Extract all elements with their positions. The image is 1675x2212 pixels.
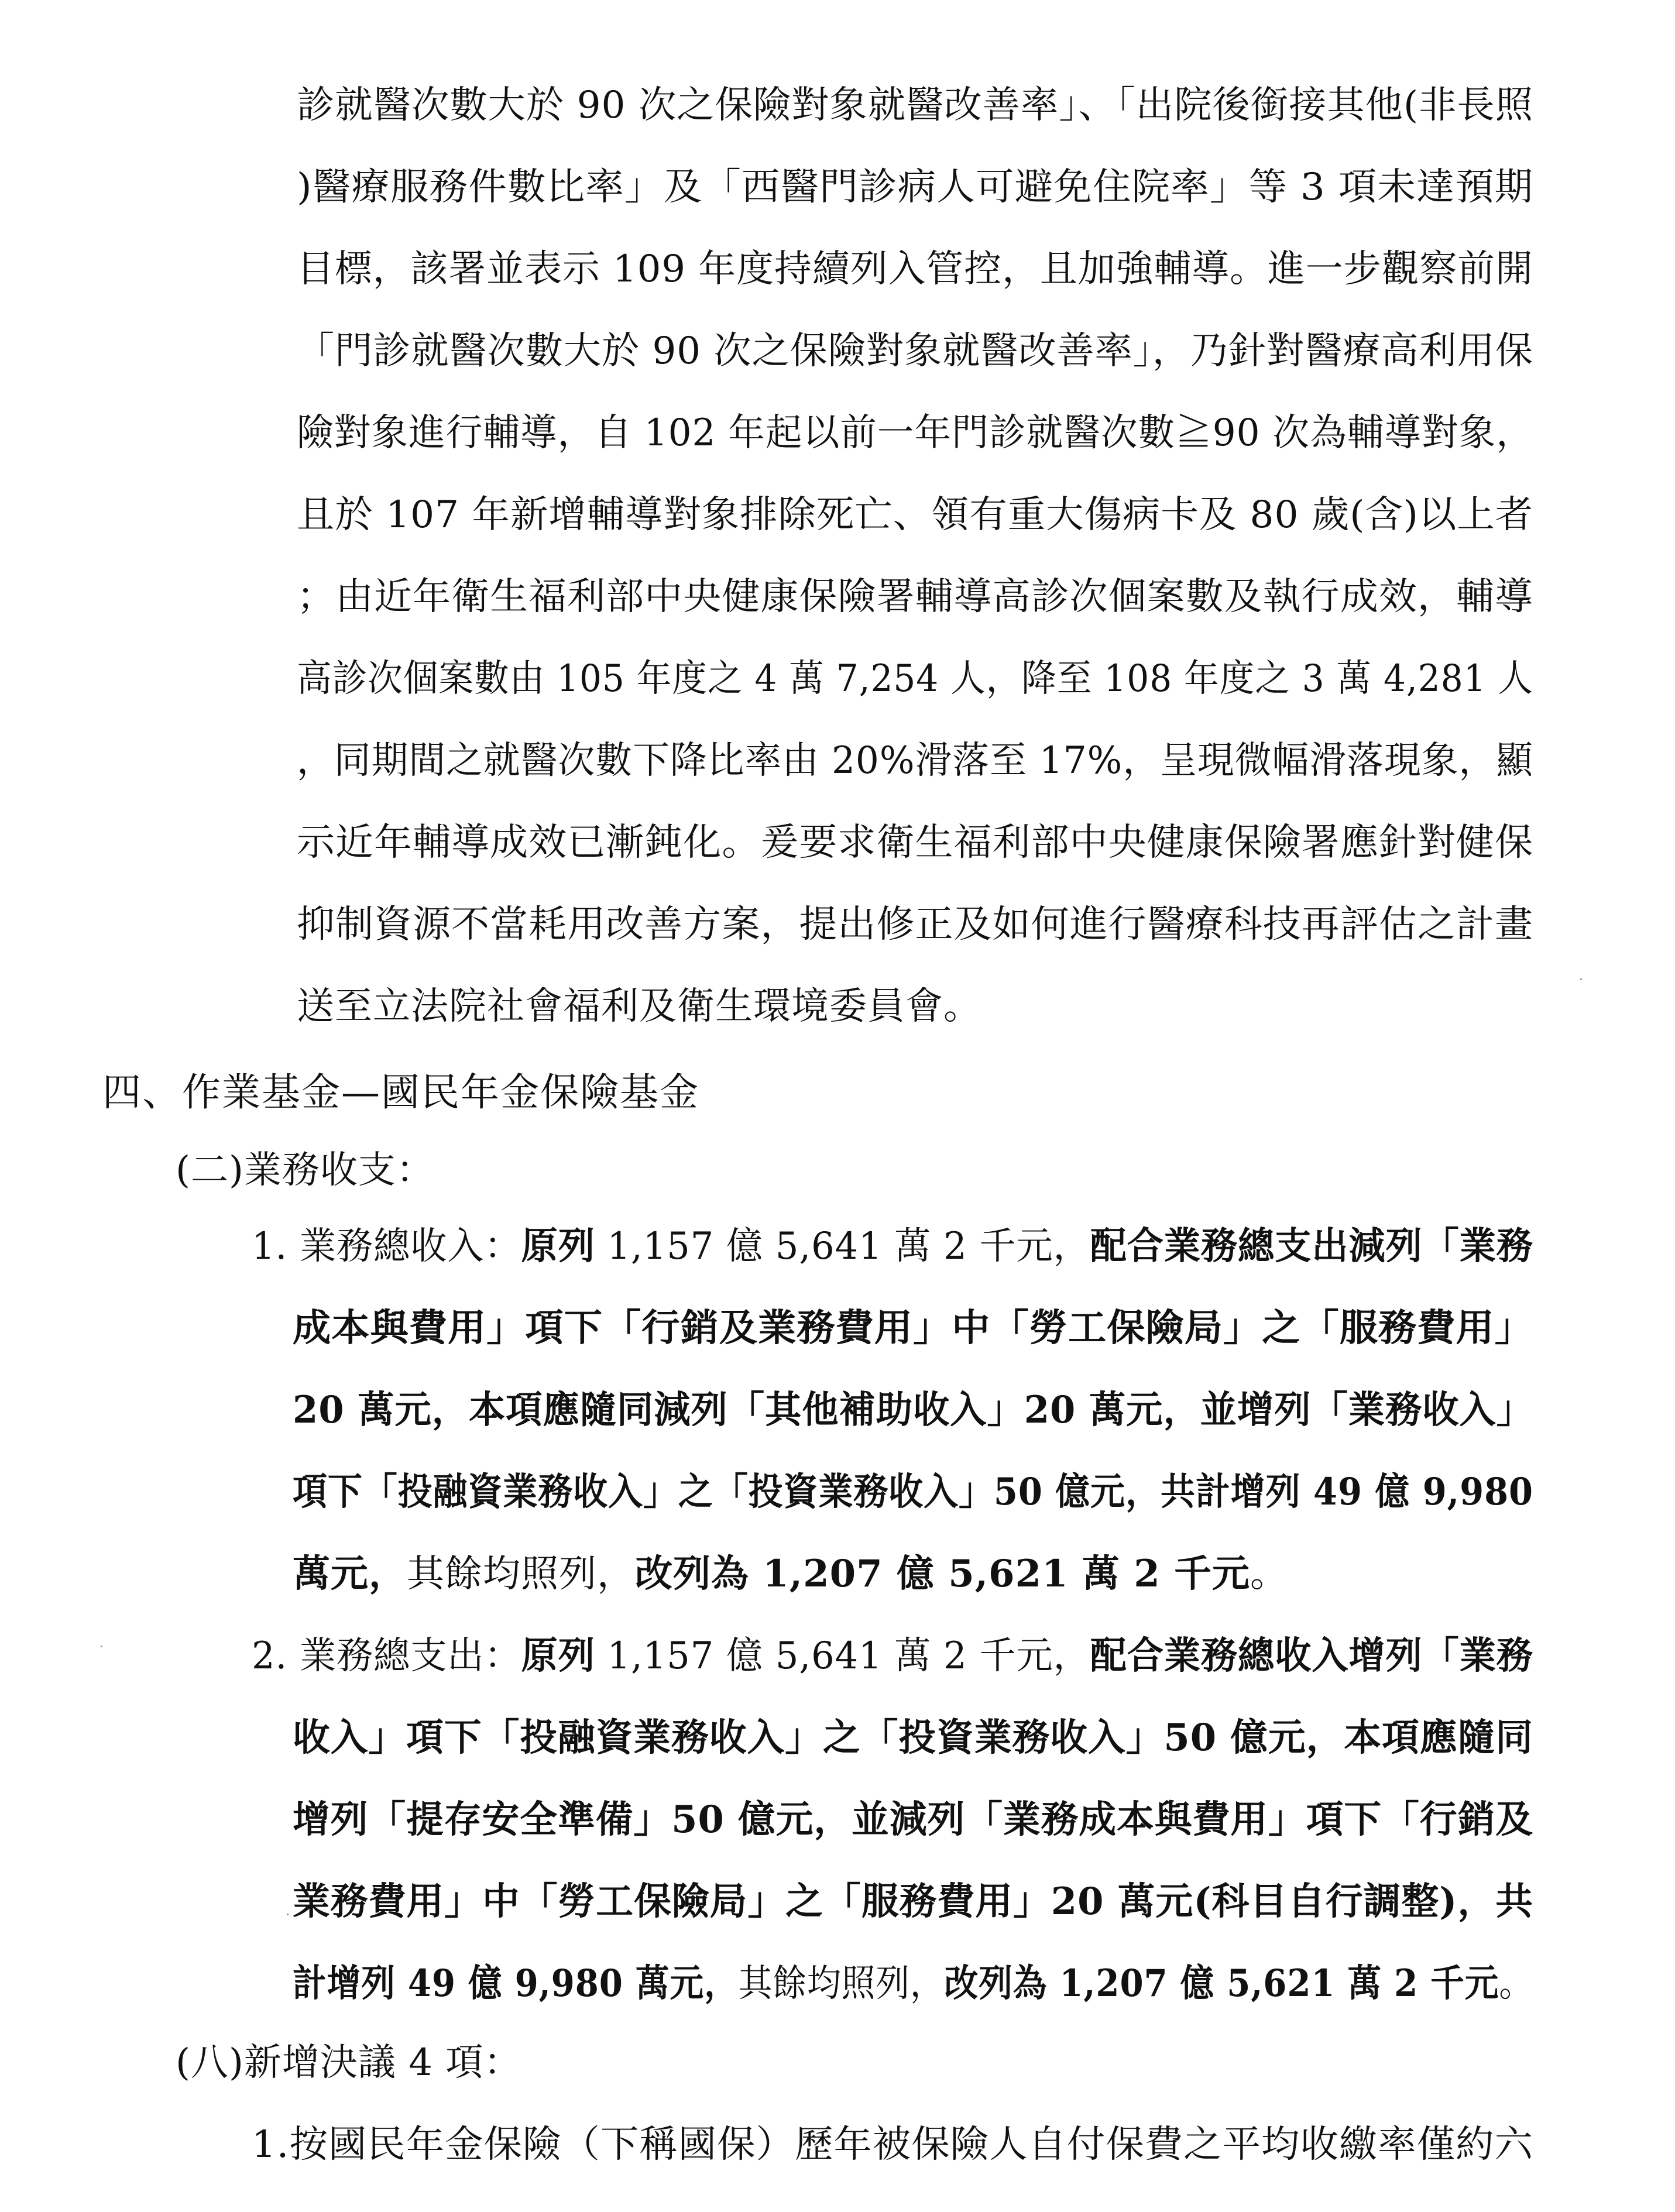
scan-speck — [101, 1646, 102, 1647]
text-segment: 2. 業務總支出： — [252, 1634, 521, 1678]
text-line-r1-l1 — [252, 2118, 1533, 2171]
text-line-p1-l1 — [297, 79, 1533, 132]
text-segment: 送至立法院社會福利及衛生環境委員會。 — [297, 985, 981, 1028]
text-segment: (二)業務收支： — [176, 1149, 434, 1192]
text-segment: 其餘均照列， — [407, 1552, 635, 1596]
text-segment: 1,157 億 5,641 萬 2 千元， — [595, 1634, 1090, 1678]
text-segment: 。 — [1250, 1552, 1289, 1596]
bold-segment: 業務費用」中「勞工保險局」之「服務費用」20 萬元(科目自行調整)，共 — [293, 1880, 1533, 1924]
text-line-i2-l4 — [293, 1876, 1533, 1928]
text-segment: 險對象進行輔導，自 102 年起以前一年門診就醫次數≧90 次為輔導對象， — [297, 411, 1533, 455]
text-line-i1-l2 — [293, 1302, 1533, 1355]
text-segment: 目標，該署並表示 109 年度持續列入管控，且加強輔導。進一步觀察前開 — [297, 248, 1533, 291]
text-segment: 「門診就醫次數大於 90 次之保險對象就醫改善率」，乃針對醫療高利用保 — [297, 329, 1533, 373]
text-segment: 高診次個案數由 105 年度之 4 萬 7,254 人，降至 108 年度之 3 萬 4,281 人 — [297, 657, 1533, 700]
text-line-p1-l5 — [297, 407, 1533, 459]
text-segment: 。 — [1499, 1962, 1533, 2005]
bold-segment: 收入」項下「投融資業務收入」之「投資業務收入」50 億元，本項應隨同 — [293, 1716, 1533, 1760]
text-line-p1-l6 — [297, 489, 1533, 541]
text-line-p1-l8 — [297, 652, 1533, 705]
text-line-p1-l3 — [297, 243, 1533, 296]
text-line-i1-l4 — [293, 1466, 1533, 1519]
text-line-i2-l1 — [252, 1630, 1533, 1682]
text-segment: 示近年輔導成效已漸鈍化。爰要求衛生福利部中央健康保險署應針對健保 — [297, 821, 1533, 864]
text-line-p1-l11 — [297, 898, 1533, 951]
text-line-i1-l3 — [293, 1384, 1533, 1437]
text-line-h-4 — [102, 1066, 699, 1119]
text-segment: ，同期間之就醫次數下降比率由 20%滑落至 17%，呈現微幅滑落現象，顯 — [297, 739, 1533, 782]
text-line-p1-l12 — [297, 980, 981, 1033]
bold-segment: 增列「提存安全準備」50 億元，並減列「業務成本與費用」項下「行銷及 — [293, 1798, 1533, 1842]
text-line-p1-l10 — [297, 816, 1533, 869]
bold-segment: 20 萬元，本項應隨同減列「其他補助收入」20 萬元，並增列「業務收入」 — [293, 1388, 1533, 1432]
scan-speck — [287, 1914, 289, 1915]
text-line-i2-l5 — [293, 1957, 1533, 2010]
text-segment: 診就醫次數大於 90 次之保險對象就醫改善率」、「出院後銜接其他(非長照 — [297, 84, 1533, 127]
text-line-sub-8 — [176, 2036, 521, 2089]
bold-segment: 原列 — [521, 1634, 595, 1678]
bold-segment: 項下「投融資業務收入」之「投資業務收入」50 億元，共計增列 49 億 9,980 — [293, 1470, 1533, 1514]
bold-segment: 配合業務總收入增列「業務 — [1090, 1634, 1533, 1678]
text-segment: 1. 業務總收入： — [252, 1225, 521, 1268]
text-line-i2-l3 — [293, 1794, 1533, 1846]
text-segment: 抑制資源不當耗用改善方案，提出修正及如何進行醫療科技再評估之計畫 — [297, 903, 1533, 946]
bold-segment: 改列為 1,207 億 5,621 萬 2 千元 — [635, 1552, 1251, 1596]
text-line-p1-l2 — [297, 161, 1533, 214]
text-line-sub-2 — [176, 1144, 434, 1197]
text-line-i2-l2 — [293, 1712, 1533, 1764]
text-segment: 1,157 億 5,641 萬 2 千元， — [595, 1225, 1090, 1268]
bold-segment: 配合業務總支出減列「業務 — [1090, 1224, 1533, 1268]
text-segment: )醫療服務件數比率」及「西醫門診病人可避免住院率」等 3 項未達預期 — [297, 166, 1533, 209]
text-segment: 四、作業基金—國民年金保險基金 — [102, 1070, 699, 1115]
bold-segment: 成本與費用」項下「行銷及業務費用」中「勞工保險局」之「服務費用」 — [293, 1306, 1533, 1350]
scan-speck — [1580, 978, 1582, 980]
text-segment: ；由近年衛生福利部中央健康保險署輔導高診次個案數及執行成效，輔導 — [297, 575, 1533, 619]
bold-segment: 計增列 49 億 9,980 萬元， — [293, 1962, 739, 2005]
text-segment: 且於 107 年新增輔導對象排除死亡、領有重大傷病卡及 80 歲(含)以上者 — [297, 493, 1533, 537]
bold-segment: 原列 — [521, 1224, 595, 1268]
text-line-i1-l5 — [293, 1548, 1288, 1600]
text-line-p1-l7 — [297, 571, 1533, 623]
bold-segment: 萬元， — [293, 1552, 407, 1596]
text-segment: 1.按國民年金保險（下稱國保）歷年被保險人自付保費之平均收繳率僅約六 — [252, 2123, 1533, 2166]
bold-segment: 改列為 1,207 億 5,621 萬 2 千元 — [944, 1962, 1499, 2005]
text-segment: 其餘均照列， — [738, 1962, 945, 2005]
text-line-p1-l9 — [297, 734, 1533, 787]
text-segment: (八)新增決議 4 項： — [176, 2041, 522, 2084]
text-line-i1-l1 — [252, 1220, 1533, 1273]
text-line-p1-l4 — [297, 325, 1533, 377]
